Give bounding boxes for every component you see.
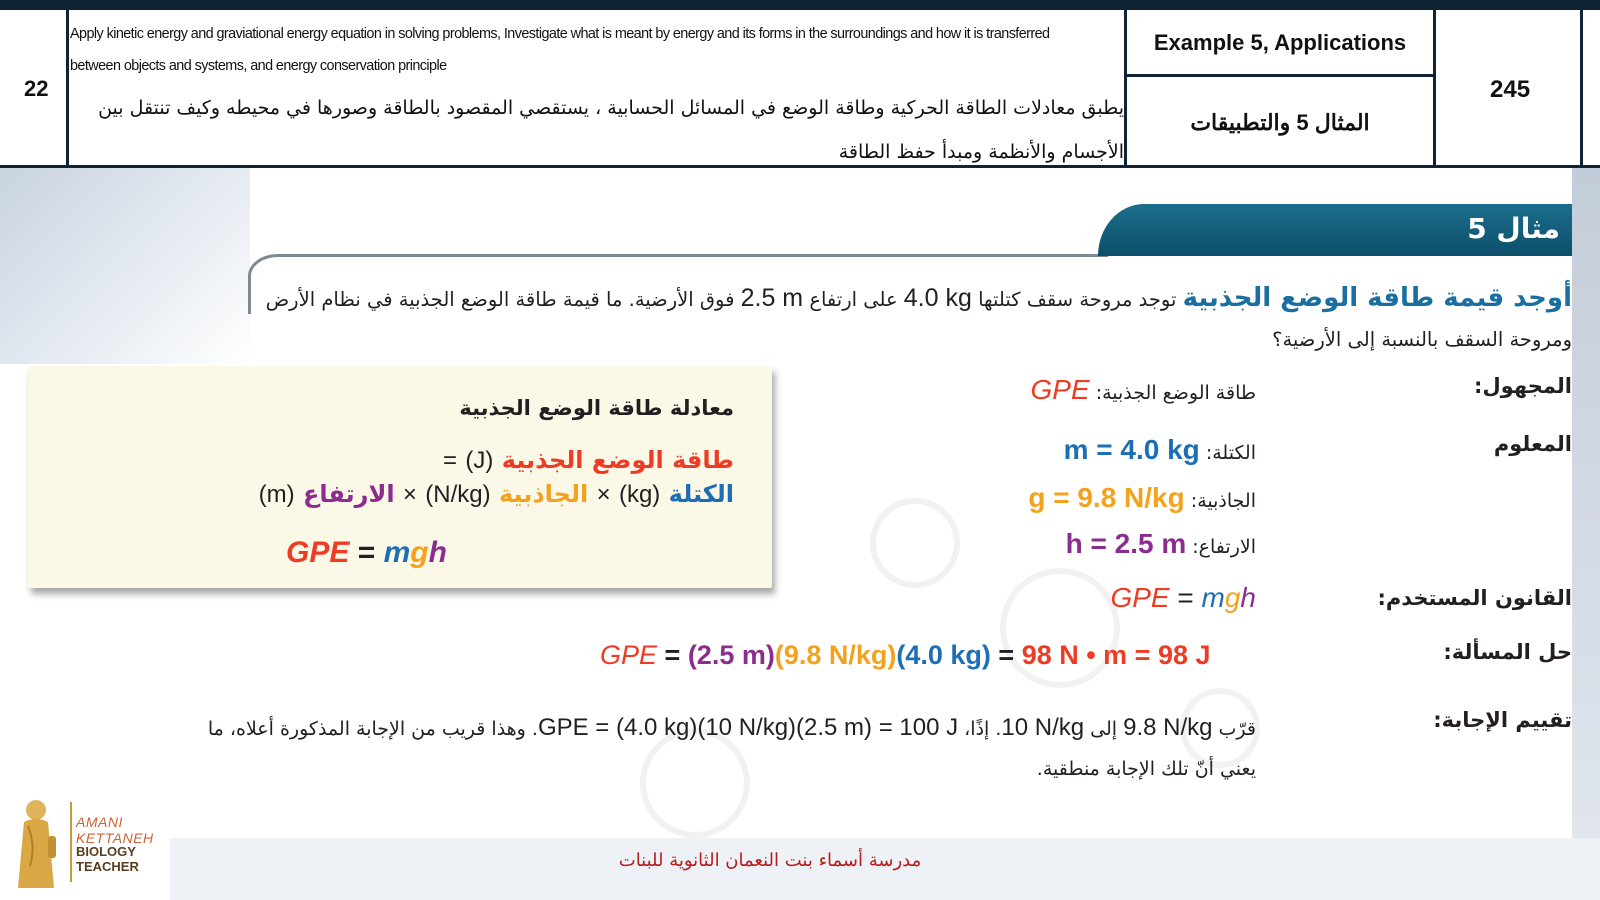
textbook-page [0, 168, 1600, 900]
mass-term: الكتلة [668, 480, 734, 508]
logo-role: BIOLOGY TEACHER [76, 844, 139, 874]
problem-text: فوق الأرضية. ما قيمة طاقة الوضع الجذبية في نظام الأرض ومروحة السقف بالنسبة إلى الأرضية؟ [265, 288, 1572, 351]
law-formula-expression [1110, 582, 1256, 613]
teacher-logo [0, 788, 170, 900]
known-height-label: الارتفاع: [1192, 536, 1256, 558]
known-gravity [1028, 482, 1256, 514]
height-value: 2.5 m [740, 284, 804, 312]
formula-g: g [410, 536, 429, 569]
times-sign: × [402, 481, 417, 508]
gpe-formula [286, 536, 447, 570]
evaluate-label: تقييم الإجابة: [1433, 708, 1572, 732]
decoration-circle [870, 498, 960, 588]
formula-h: h [428, 536, 447, 569]
unknown-text: طاقة الوضع الجذبية: [1095, 382, 1256, 404]
height-term: الارتفاع [302, 480, 395, 508]
table-divider [1433, 10, 1436, 168]
solve-gpe: GPE [600, 640, 658, 670]
evaluate-gravity-rounded: 10 N/kg [1001, 714, 1085, 741]
page-number: 245 [1490, 76, 1531, 103]
known-gravity-value: g = 9.8 N/kg [1028, 482, 1185, 513]
known-label: المعلوم [1493, 432, 1572, 456]
objective-english: Apply kinetic energy and graviational energy equation in solving problems, Investigate what is meant by energy and its forms in the surroundings and how it is transferred between objects and systems, and energy conservation principle [70, 25, 1050, 74]
table-divider [66, 10, 69, 168]
times-sign: × [596, 481, 611, 508]
problem-title: أوجد قيمة طاقة الوضع الجذبية [1182, 283, 1572, 313]
equation-words-line1 [443, 446, 734, 475]
known-mass-label: الكتلة: [1205, 442, 1256, 464]
evaluate-text-part: إلى [1090, 718, 1118, 740]
gravity-term: الجاذبية [498, 480, 589, 508]
formula-equals: = [357, 536, 376, 569]
row-number: 22 [24, 76, 49, 101]
objective-arabic: يطبق معادلات الطاقة الحركية وطاقة الوضع في المسائل الحسابية ، يستقصي المقصود بالطاقة وصورها في محيطه وكيف تنتقل بين الأجسام والأنظمة ومبدأ حفظ الطاقة [98, 97, 1124, 163]
law-gpe: GPE [1110, 582, 1170, 613]
known-mass-value: m = 4.0 kg [1063, 434, 1200, 465]
gpe-term: طاقة الوضع الجذبية [501, 446, 734, 474]
law-formula [1110, 582, 1256, 614]
solve-label: حل المسألة: [1443, 640, 1572, 664]
law-label: القانون المستخدم: [1377, 586, 1572, 610]
solve-equals: = [990, 640, 1022, 670]
known-mass [1064, 434, 1256, 466]
solve-result: 98 N • m = 98 J [1021, 640, 1211, 670]
table-top-border [0, 0, 1600, 10]
logo-divider [70, 802, 72, 882]
gpe-unit: (J) [465, 447, 494, 474]
lesson-arabic: المثال 5 والتطبيقات [1190, 110, 1370, 135]
law-m: m [1201, 582, 1225, 613]
unknown-symbol: GPE [1030, 374, 1090, 405]
objectives-table [0, 0, 1600, 168]
problem-text: توجد مروحة سقف كتلتها [978, 288, 1177, 311]
example-title: مثال 5 [1467, 212, 1560, 245]
mass-unit: (kg) [618, 481, 661, 508]
known-height-value: h = 2.5 m [1065, 528, 1187, 559]
solve-equals: = [657, 640, 688, 670]
formula-gpe: GPE [286, 536, 350, 569]
solve-height: (2.5 m) [687, 640, 775, 670]
background-panel [1572, 168, 1600, 900]
known-height [1066, 528, 1256, 560]
equals-sign: = [443, 447, 458, 474]
solve-gravity: (9.8 N/kg) [774, 640, 897, 670]
evaluate-text-part: قرّب [1218, 718, 1256, 740]
logo-name: AMANI KETTANEH [76, 814, 154, 846]
evaluate-gravity-original: 9.8 N/kg [1123, 714, 1213, 741]
background-panel [0, 168, 250, 364]
gravity-unit: (N/kg) [425, 481, 491, 508]
mass-value: 4.0 kg [903, 284, 972, 312]
equation-box [28, 366, 772, 588]
law-g: g [1224, 582, 1241, 613]
known-gravity-label: الجاذبية: [1190, 490, 1256, 512]
teacher-figure-icon [10, 796, 68, 892]
problem-statement [262, 278, 1572, 360]
table-divider [1124, 74, 1436, 77]
school-name: مدرسة أسماء بنت النعمان الثانوية للبنات [618, 850, 922, 871]
equation-words-line2 [259, 480, 734, 509]
evaluate-check-equation: GPE = (4.0 kg)(10 N/kg)(2.5 m) = 100 J [537, 714, 959, 741]
law-equals: = [1169, 582, 1202, 613]
formula-m: m [383, 536, 411, 569]
problem-text: على ارتفاع [809, 288, 898, 311]
table-divider [1580, 10, 1583, 168]
evaluate-text-part: . إذًا، [964, 718, 1002, 740]
equation-heading: معادلة طاقة الوضع الجذبية [459, 396, 734, 420]
height-unit: (m) [258, 481, 295, 508]
solve-equation [600, 640, 1211, 671]
solve-mass: (4.0 kg) [896, 640, 991, 670]
unknown-value [1031, 374, 1257, 406]
law-h: h [1240, 582, 1256, 613]
evaluate-text [166, 708, 1256, 789]
unknown-label: المجهول: [1474, 374, 1572, 398]
evaluate-text-part: . وهذا قريب من الإجابة المذكورة أعلاه، ما يعني أنّ تلك الإجابة منطقية. [207, 718, 1256, 780]
lesson-english: Example 5, Applications [1153, 30, 1407, 55]
